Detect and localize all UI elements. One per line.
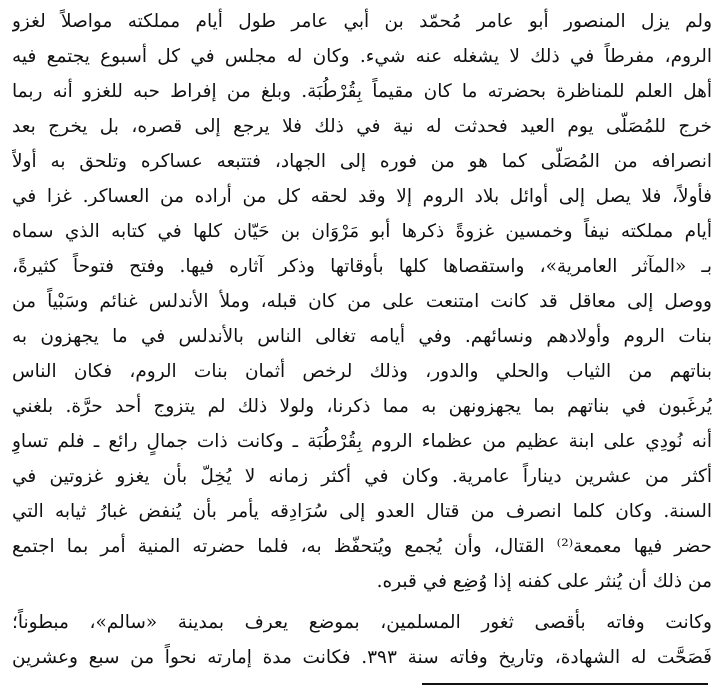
text-line: ولم يزل المنصور أبو عامر مُحمّد بن أبي عامر طول أيام مملكته مواصلاً لغزو [12,11,712,32]
text-line: أنه نُودِي على ابنة عظيم من عظماء الروم بِقُرْطُبَة ـ وكانت ذات جمالٍ رائع ـ فلم تساوِ [12,431,712,452]
text-line: أيام مملكته نيفاً وخمسين غزوةً ذكرها أبو مَرْوَان بن حَيّان كلها في كتابه الذي سماه [12,221,712,242]
text-line: وكانت وفاته بأقصى ثغور المسلمين، بموضع يعرف بمدينة «سالم»، مبطوناً؛ [12,612,712,633]
text-line: بنات الروم وأولادهم ونسائهم. وفي أيامه تغالى الناس بالأندلس في ما يجهزون به [12,326,712,347]
text-line: انصرافه من المُصَلّى كما هو من فوره إلى الجهاد، فتتبعه عساكره وتلحق به أولاً [12,151,712,172]
text-line: خرج للمُصَلّى يوم العيد فحدثت له نية في ذلك فلا يرجع إلى قصره، بل يخرج بعد [12,116,712,137]
footnote-separator-rule [422,683,708,685]
paragraph-2 [12,605,712,675]
text-line: فَصَحَّت له الشهادة، وتاريخ وفاته سنة ٣٩٣. فكانت مدة إمارته نحواً من سبع وعشرين [12,647,712,668]
text-line: حضر فيها معمعة⁽²⁾ القتال، وأن يُجمع ويُتحفّظ به، فلما حضرته المنية أمر بما اجتمع [12,536,712,557]
text-line: الروم، مفرطاً في ذلك لا يشغله عنه شيء. وكان له مجلس في كل أسبوع يجتمع فيه [12,46,712,67]
text-line: فأولاً، فلا يصل إلى أوائل بلاد الروم إلا وقد لحقه كل من أراده من العساكر. غزا في [12,186,712,207]
text-line: أهل العلم للمناظرة بحضرته ما كان مقيماً بِقُرْطُبَة. وبلغ من إفراط حبه للغزو أنه ربما [12,81,712,102]
body-text [12,4,712,675]
text-line: السنة. وكان كلما انصرف من قتال العدو إلى سُرَادِقه يأمر بأن يُنفض غبارُ ثيابه التي [12,501,712,522]
text-line: بناتهم من الثياب والحلي والدور، وذلك لرخص أثمان بنات الروم، فكان الناس [12,361,712,382]
text-line: يُرغَبون في بناتهم بما يجهزونهن به مما ذكرنا، ولولا ذلك لم يتزوج أحد حرَّة. بلغني [12,396,712,417]
text-line: ووصل إلى معاقل قد كانت امتنعت على من كان قبله، وملأ الأندلس غنائم وسَبْياً من [12,291,712,312]
text-line: أكثر من عشرين ديناراً عامرية. وكان في أكثر زمانه لا يُخِلّ بأن يغزو غزوتين في [12,466,712,487]
text-line: من ذلك أن يُنثر على كفنه إذا وُضِع في قبره. [376,571,712,592]
paragraph-1 [12,4,712,599]
text-line: بـ «المآثر العامرية»، واستقصاها كلها بأوقاتها وذكر آثاره فيها. وفتح فتوحاً كثيرةً، [12,256,712,277]
